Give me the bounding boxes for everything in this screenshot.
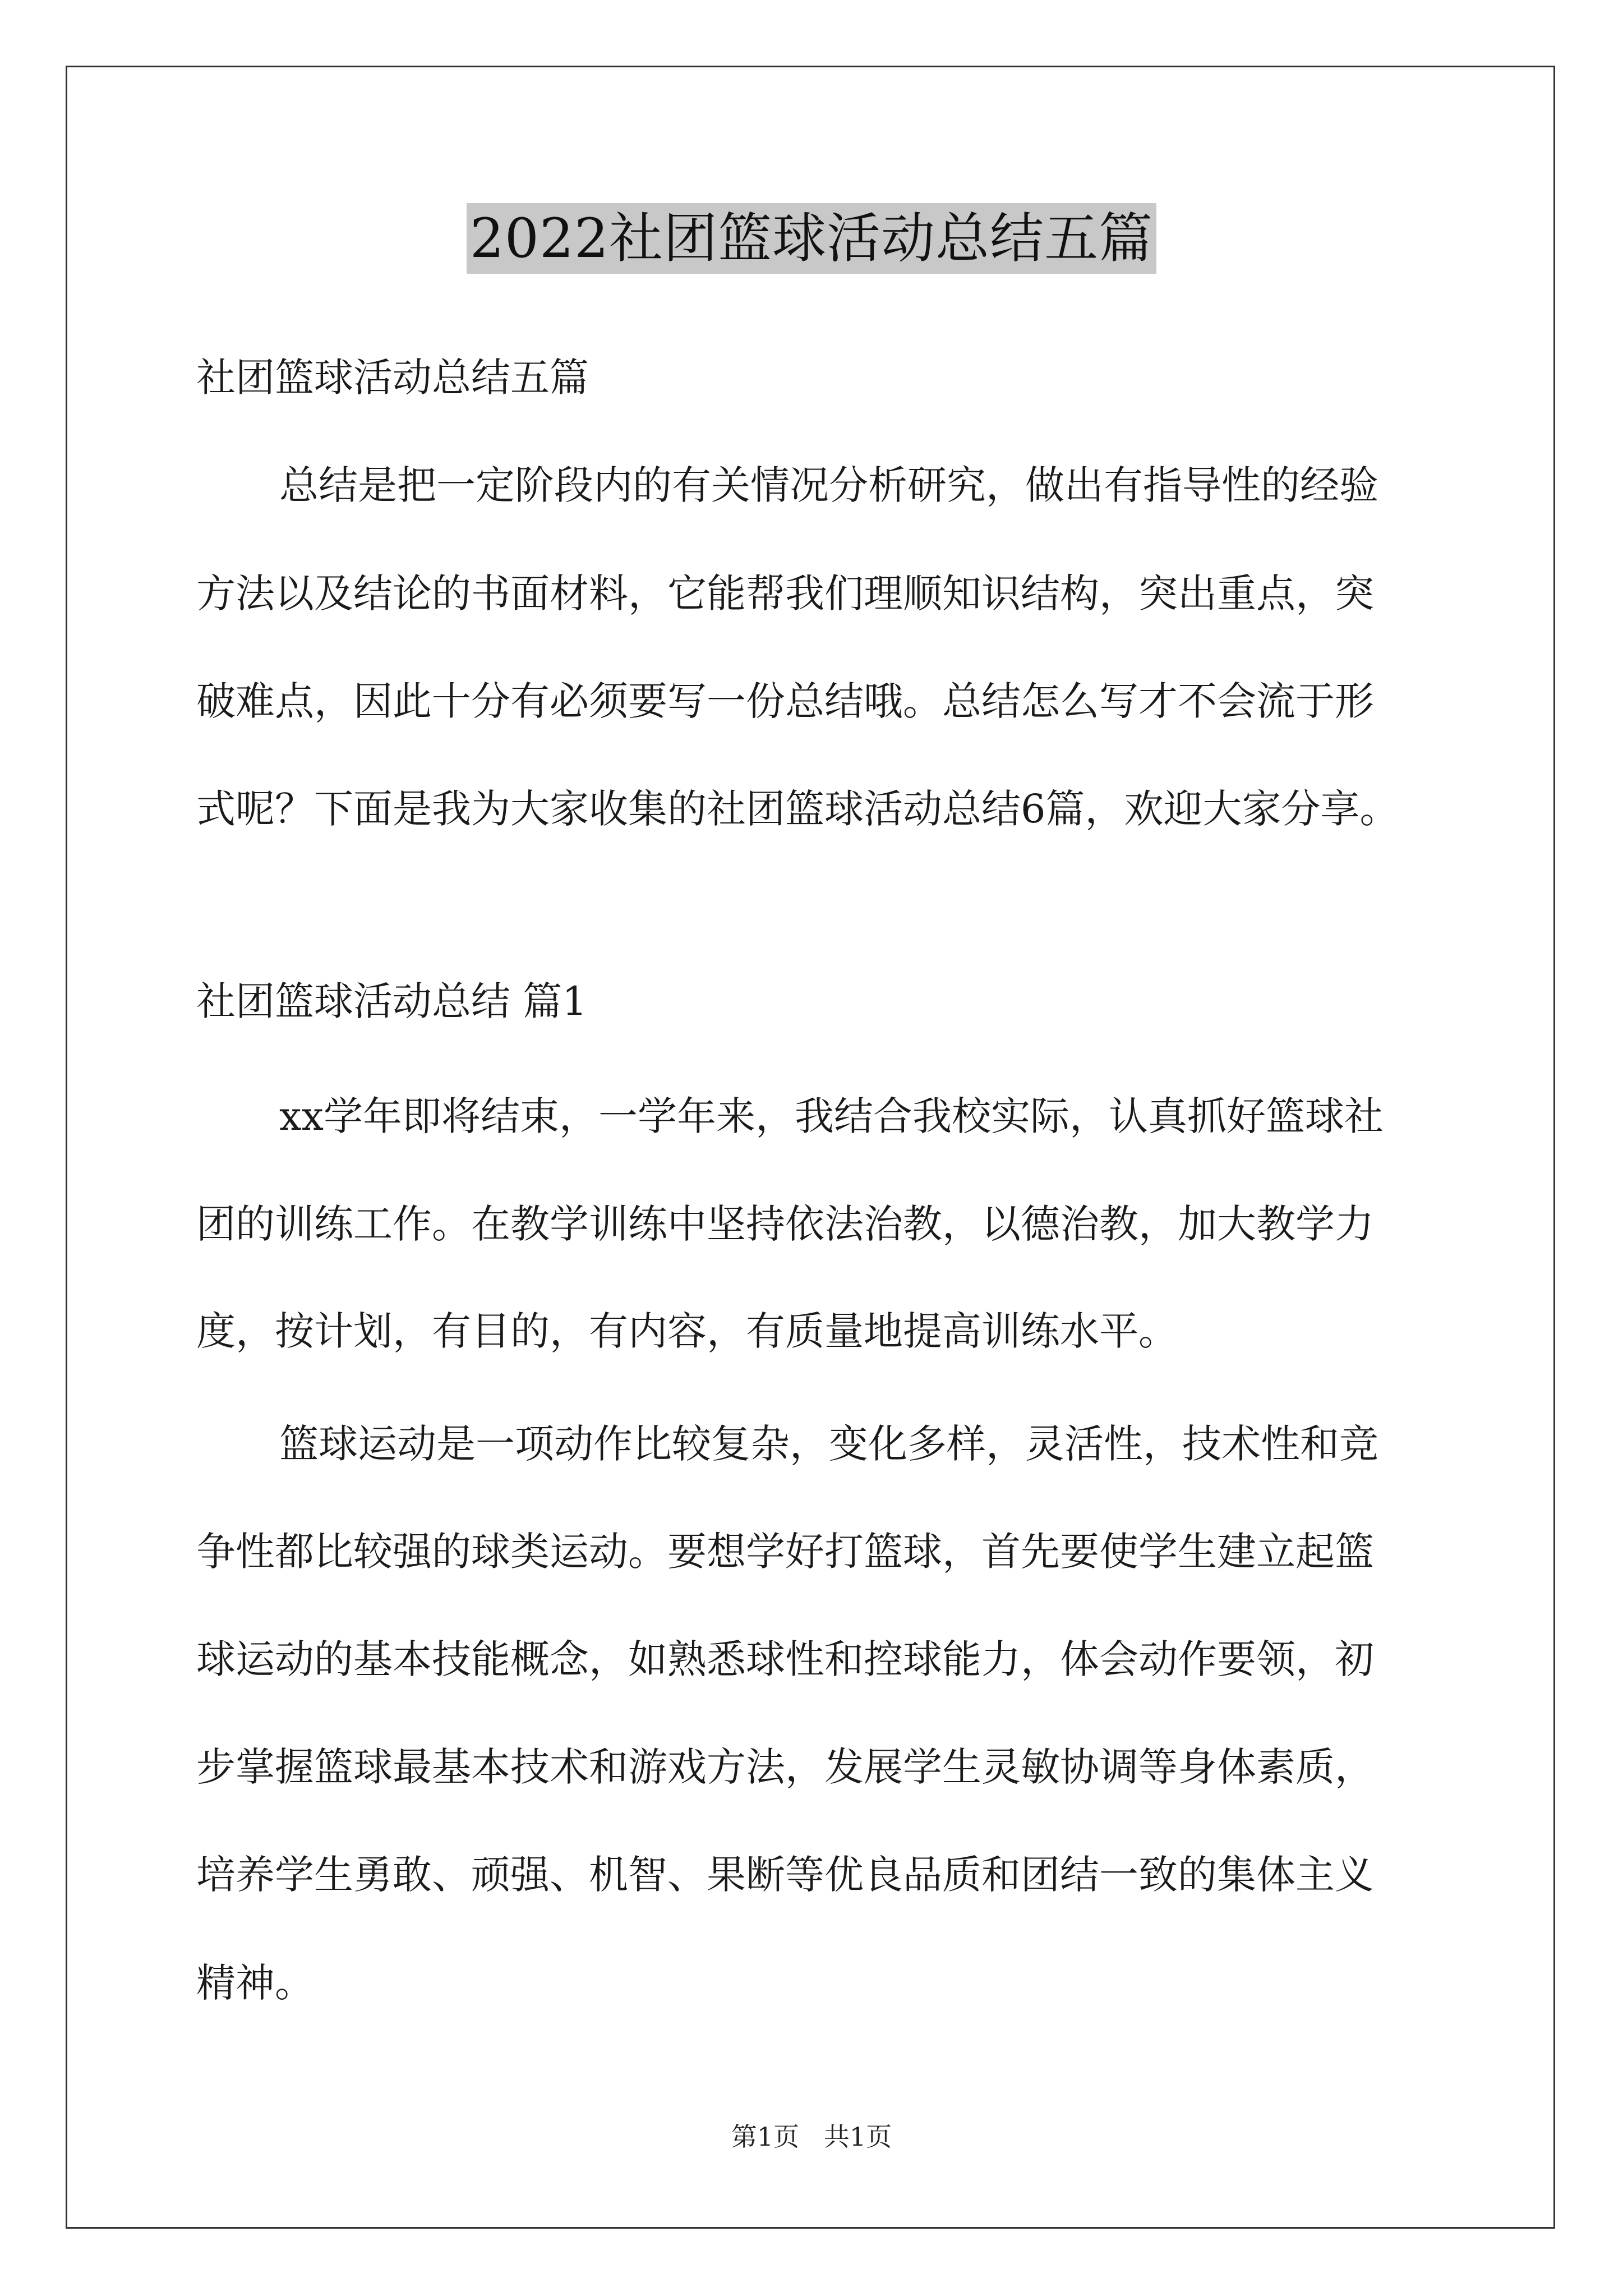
- title-container: [0, 203, 1623, 274]
- para2-line-6: 精神。: [196, 1960, 314, 2006]
- para1-line-1: xx学年即将结束，一学年来，我结合我校实际，认真抓好篮球社: [279, 1093, 1384, 1139]
- subtitle: 社团篮球活动总结五篇: [196, 355, 589, 401]
- para1-line-3: 度，按计划，有目的，有内容，有质量地提高训练水平。: [196, 1308, 1178, 1354]
- section-heading: 社团篮球活动总结 篇1: [196, 978, 587, 1024]
- para1-line-2: 团的训练工作。在教学训练中坚持依法治教，以德治教，加大教学力: [196, 1201, 1374, 1247]
- document-title: 2022社团篮球活动总结五篇: [467, 203, 1156, 274]
- intro-line-1: 总结是把一定阶段内的有关情况分析研究，做出有指导性的经验: [279, 462, 1378, 508]
- para2-line-3: 球运动的基本技能概念，如熟悉球性和控球能力，体会动作要领，初: [196, 1636, 1374, 1682]
- para2-line-1: 篮球运动是一项动作比较复杂，变化多样，灵活性，技术性和竞: [279, 1421, 1378, 1467]
- intro-line-3: 破难点，因此十分有必须要写一份总结哦。总结怎么写才不会流于形: [196, 678, 1374, 724]
- para2-line-4: 步掌握篮球最基本技术和游戏方法，发展学生灵敏协调等身体素质，: [196, 1744, 1374, 1790]
- para2-line-5: 培养学生勇敢、顽强、机智、果断等优良品质和团结一致的集体主义: [196, 1852, 1374, 1898]
- page-footer: 第1页 共1页: [731, 2122, 892, 2152]
- intro-line-2: 方法以及结论的书面材料，它能帮我们理顺知识结构，突出重点，突: [196, 570, 1374, 616]
- intro-line-4: 式呢？下面是我为大家收集的社团篮球活动总结6篇，欢迎大家分享。: [196, 786, 1399, 832]
- para2-line-2: 争性都比较强的球类运动。要想学好打篮球，首先要使学生建立起篮: [196, 1529, 1374, 1575]
